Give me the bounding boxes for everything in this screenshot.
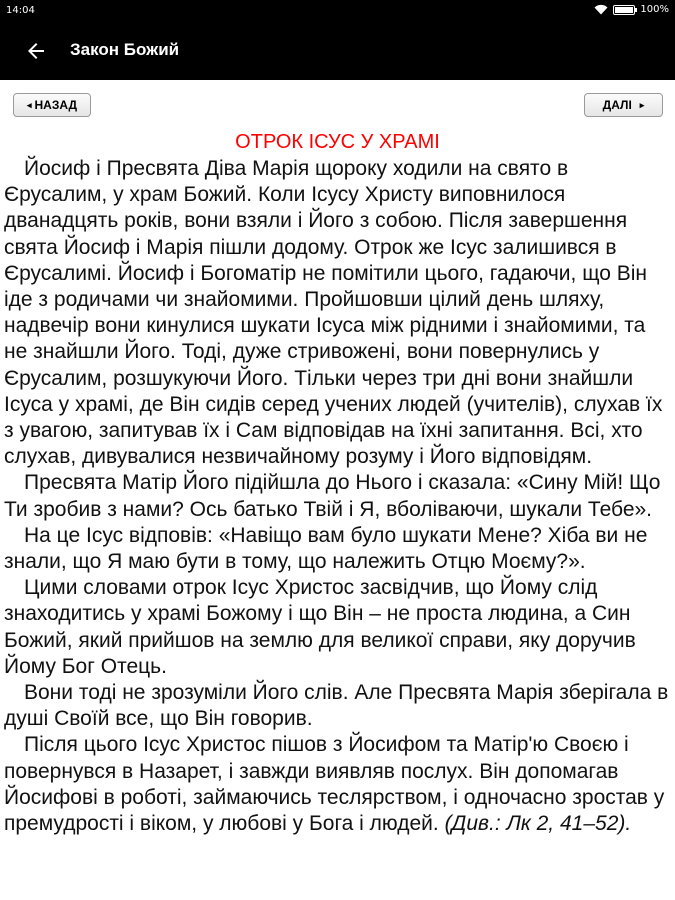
chapter-content: [4, 156, 670, 837]
paragraph: На це Ісус відповів: «Навіщо вам було шукати Мене? Хіба ви не знали, що Я маю бути в тому, що належить Отцю Моєму?».: [4, 523, 648, 574]
prev-button[interactable]: [13, 93, 91, 117]
paragraph: Цими словами отрок Ісус Христос засвідчив, що Йому слід знаходитись у храмі Божому і що Він – не проста людина, а Син Божий, який прийшов на землю для великої справи, яку доручив Йому Бог Отець.: [4, 576, 636, 678]
paragraph: Йосиф і Пресвята Діва Марія щороку ходили на свято в Єрусалим, у храм Божий. Коли Ісусу Христу виповнилося дванадцять років, вони взяли і Його з собою. Після завершення свята Йосиф і Марія пішли додому. Отрок же Ісус залишився в Єрусалимі. Йосиф і Богоматір не помітили цього, гадаючи, що Він іде з родичами чи знайомими. Пройшовши цілий день шляху, надвечір вони кинулися шукати Ісуса між рідними і знайомими, та не знайшли Його. Тоді, дуже стривожені, вони повернулись у Єрусалим, розшукуючи Його. Тільки через три дні вони знайшли Ісуса у храмі, де Він сидів серед учених людей (учителів), слухав їх з увагою, запитував їх і Сам відповідав на їхні запитання. Всі, хто слухав, дивувалися незвичайному розуму і Його відповідям.: [4, 157, 663, 469]
paragraph: Вони тоді не зрозуміли Його слів. Але Пресвята Марія зберігала в душі Своїй все, що Він говорив.: [4, 681, 669, 731]
paragraph: Пресвята Матір Його підійшла до Нього і сказала: «Сину Мій! Що Ти зробив з нами? Ось батько Твій і Я, вболіваючи, шукали Тебе».: [4, 471, 661, 521]
scripture-reference: (Див.: Лк 2, 41–52).: [444, 812, 632, 836]
next-button-label: ДАЛІ: [602, 98, 632, 112]
prev-button-label: НАЗАД: [34, 98, 78, 112]
chevron-right-icon: ▸: [639, 99, 645, 110]
next-button[interactable]: [584, 93, 663, 117]
paragraph-text: Після цього Ісус Христос пішов з Йосифом та Матір'ю Своєю і повернувся в Назарет, і завжди виявляв послух. Він допомагав Йосифові в роботі, займаючись теслярством, і одночасно зростав у премудрості і віком, у любові у Бога і людей.: [4, 733, 665, 836]
paragraph: [4, 732, 670, 837]
app-title: Закон Божий: [70, 40, 180, 59]
app-bar: [0, 22, 675, 80]
status-time: 14:04: [6, 5, 35, 16]
status-bar: [0, 0, 675, 22]
battery-fill: [615, 7, 633, 13]
battery-icon: [613, 5, 635, 15]
status-icons: [594, 4, 669, 15]
chevron-left-icon: ◂: [26, 99, 32, 110]
arrow-left-icon[interactable]: [24, 39, 48, 63]
battery-percent: 100%: [640, 4, 669, 15]
wifi-icon: [594, 4, 608, 15]
chapter-title: ОТРОК ІСУС У ХРАМІ: [235, 131, 440, 153]
